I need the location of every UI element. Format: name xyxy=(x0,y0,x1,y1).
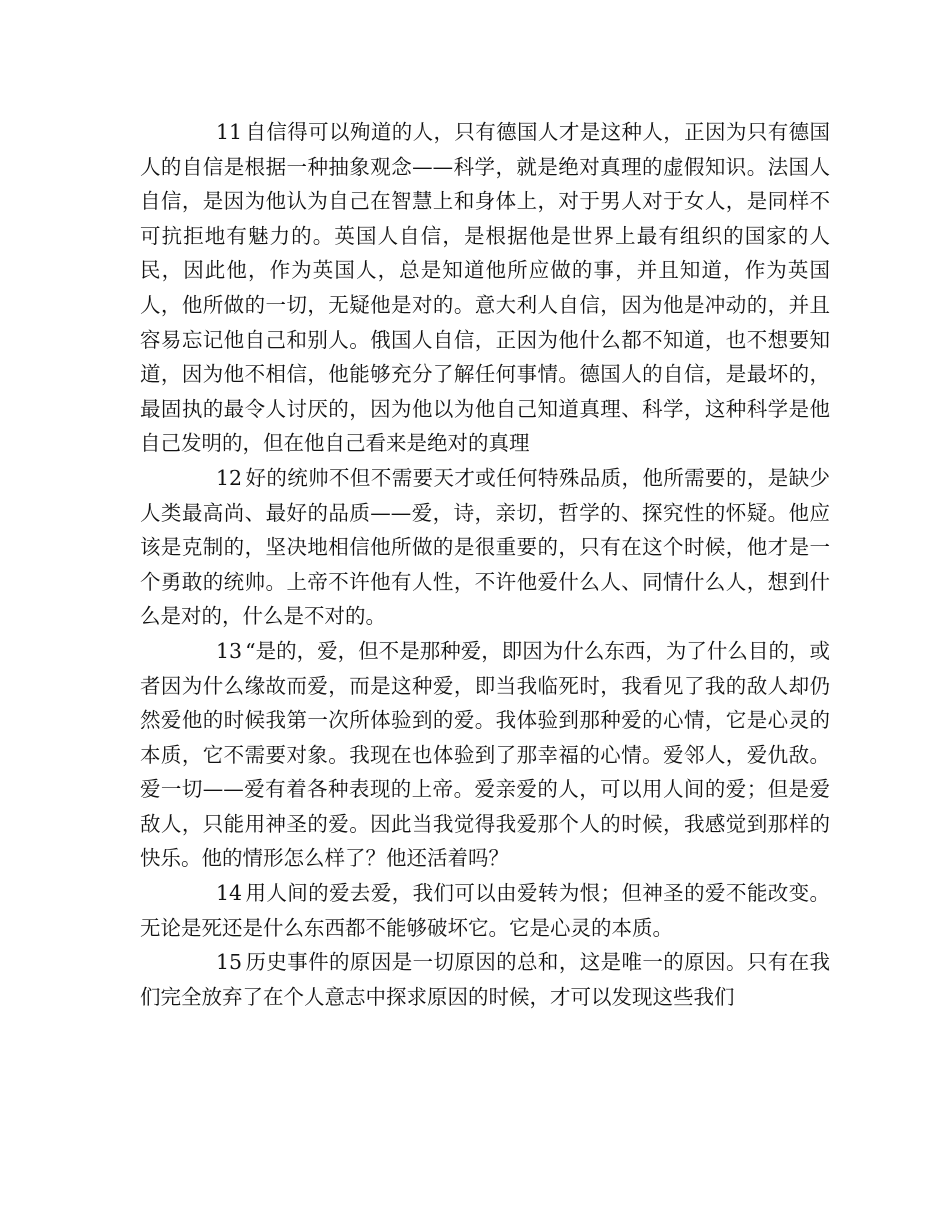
paragraph-number: 12 xyxy=(216,465,243,490)
paragraph-text: 自信得可以殉道的人，只有德国人才是这种人，正因为只有德国人的自信是根据一种抽象观念——科学，就是绝对真理的虚假知识。法国人自信，是因为他认为自己在智慧上和身体上，对于男人对于女人，是同样不可抗拒地有魅力的。英国人自信，是根据他是世界上最有组织的国家的人民，因此他，作为英国人，总是知道他所应做的事，并且知道，作为英国人，他所做的一切，无疑他是对的。意大利人自信，因为他是冲动的，并且容易忘记他自己和别人。俄国人自信，正因为他什么都不知道，也不想要知道，因为他不相信，他能够充分了解任何事情。德国人的自信，是最坏的，最固执的最令人讨厌的，因为他以为他自己知道真理、科学，这种科学是他自己发明的，但在他自己看来是绝对的真理 xyxy=(140,120,830,456)
paragraph-15 xyxy=(140,945,830,1014)
paragraph-14 xyxy=(140,876,830,945)
document-body xyxy=(140,115,830,1014)
paragraph-text: 用人间的爱去爱，我们可以由爱转为恨；但神圣的爱不能改变。无论是死还是什么东西都不能够破坏它。它是心灵的本质。 xyxy=(140,881,830,940)
paragraph-text: 历史事件的原因是一切原因的总和，这是唯一的原因。只有在我们完全放弃了在个人意志中探求原因的时候，才可以发现这些我们 xyxy=(140,950,830,1009)
paragraph-text: 好的统帅不但不需要天才或任何特殊品质，他所需要的，是缺少人类最高尚、最好的品质——爱，诗，亲切，哲学的、探究性的怀疑。他应该是克制的，坚决地相信他所做的是很重要的，只有在这个时候，他才是一个勇敢的统帅。上帝不许他有人性，不许他爱什么人、同情什么人，想到什么是对的，什么是不对的。 xyxy=(140,465,830,629)
paragraph-number: 14 xyxy=(216,881,243,906)
paragraph-number: 15 xyxy=(216,950,243,975)
paragraph-text: “是的，爱，但不是那种爱，即因为什么东西，为了什么目的，或者因为什么缘故而爱，而是这种爱，即当我临死时，我看见了我的敌人却仍然爱他的时候我第一次所体验到的爱。我体验到那种爱的心情，它是心灵的本质，它不需要对象。我现在也体验到了那幸福的心情。爱邻人，爱仇敌。爱一切——爱有着各种表现的上帝。爱亲爱的人，可以用人间的爱；但是爱敌人，只能用神圣的爱。因此当我觉得我爱那个人的时候，我感觉到那样的快乐。他的情形怎么样了？他还活着吗？ xyxy=(140,638,830,871)
paragraph-number: 13 xyxy=(216,638,243,663)
paragraph-11 xyxy=(140,115,830,461)
paragraph-12 xyxy=(140,461,830,634)
paragraph-number: 11 xyxy=(216,120,243,144)
paragraph-13 xyxy=(140,634,830,876)
